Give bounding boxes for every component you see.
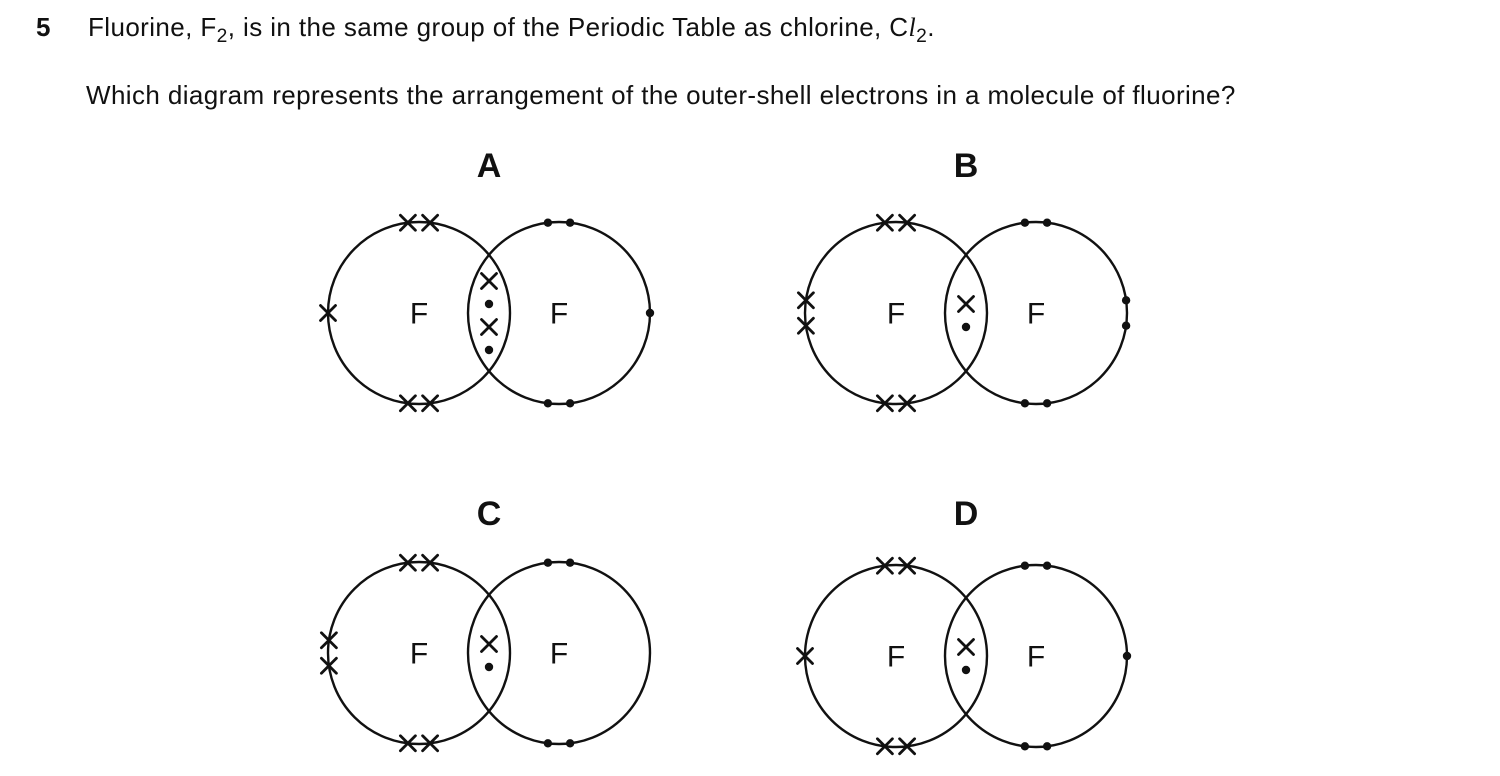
cross-electron [482,320,497,335]
dot-electron [1043,742,1051,750]
question-text-line1 [88,12,935,48]
dot-electron [485,300,493,308]
dot-electron [1021,562,1029,570]
dot-electron [1043,219,1051,227]
dot-electron [566,559,574,567]
atom-symbol-right: F [1026,297,1046,331]
cross-electron [482,274,497,289]
diagram-option-d [786,546,1146,766]
question-prompt: Which diagram represents the arrangement of the outer-shell electrons in a molecule of fluorine? [86,80,1236,110]
atom-symbol-left: F [409,637,429,671]
diagram-option-b [786,203,1146,423]
text-segment: l [908,13,917,42]
dot-electron [1122,322,1130,330]
text-segment: Fluorine, F [88,12,217,42]
dot-electron [566,219,574,227]
dot-electron [1021,742,1029,750]
question-number: 5 [36,12,51,42]
dot-electron [1043,562,1051,570]
dot-electron [962,323,970,331]
cross-electron [482,637,497,652]
atom-symbol-right: F [549,297,569,331]
option-label-c: C [476,495,502,533]
text-segment: . [927,12,935,42]
dot-electron [485,346,493,354]
subscript: 2 [216,26,228,48]
option-label-d: D [953,495,979,533]
cross-electron [959,297,974,312]
diagram-option-a [309,203,669,423]
option-label-a: A [476,147,502,185]
diagram-option-c [309,543,669,763]
dot-electron [566,739,574,747]
dot-electron [485,663,493,671]
atom-symbol-right: F [549,637,569,671]
dot-electron [544,559,552,567]
dot-electron [1021,399,1029,407]
option-label-b: B [953,147,979,185]
dot-electron [1043,399,1051,407]
text-segment: , is in the same group of the Periodic Table as chlorine, C [227,12,909,42]
dot-electron [1123,652,1131,660]
dot-electron [544,219,552,227]
atom-symbol-left: F [886,640,906,674]
atom-symbol-left: F [886,297,906,331]
dot-electron [1021,219,1029,227]
dot-electron [544,739,552,747]
atom-symbol-left: F [409,297,429,331]
dot-electron [1122,296,1130,304]
dot-electron [566,399,574,407]
atom-symbol-right: F [1026,640,1046,674]
dot-electron [544,399,552,407]
dot-electron [962,666,970,674]
subscript: 2 [916,26,928,48]
cross-electron [959,640,974,655]
dot-electron [646,309,654,317]
